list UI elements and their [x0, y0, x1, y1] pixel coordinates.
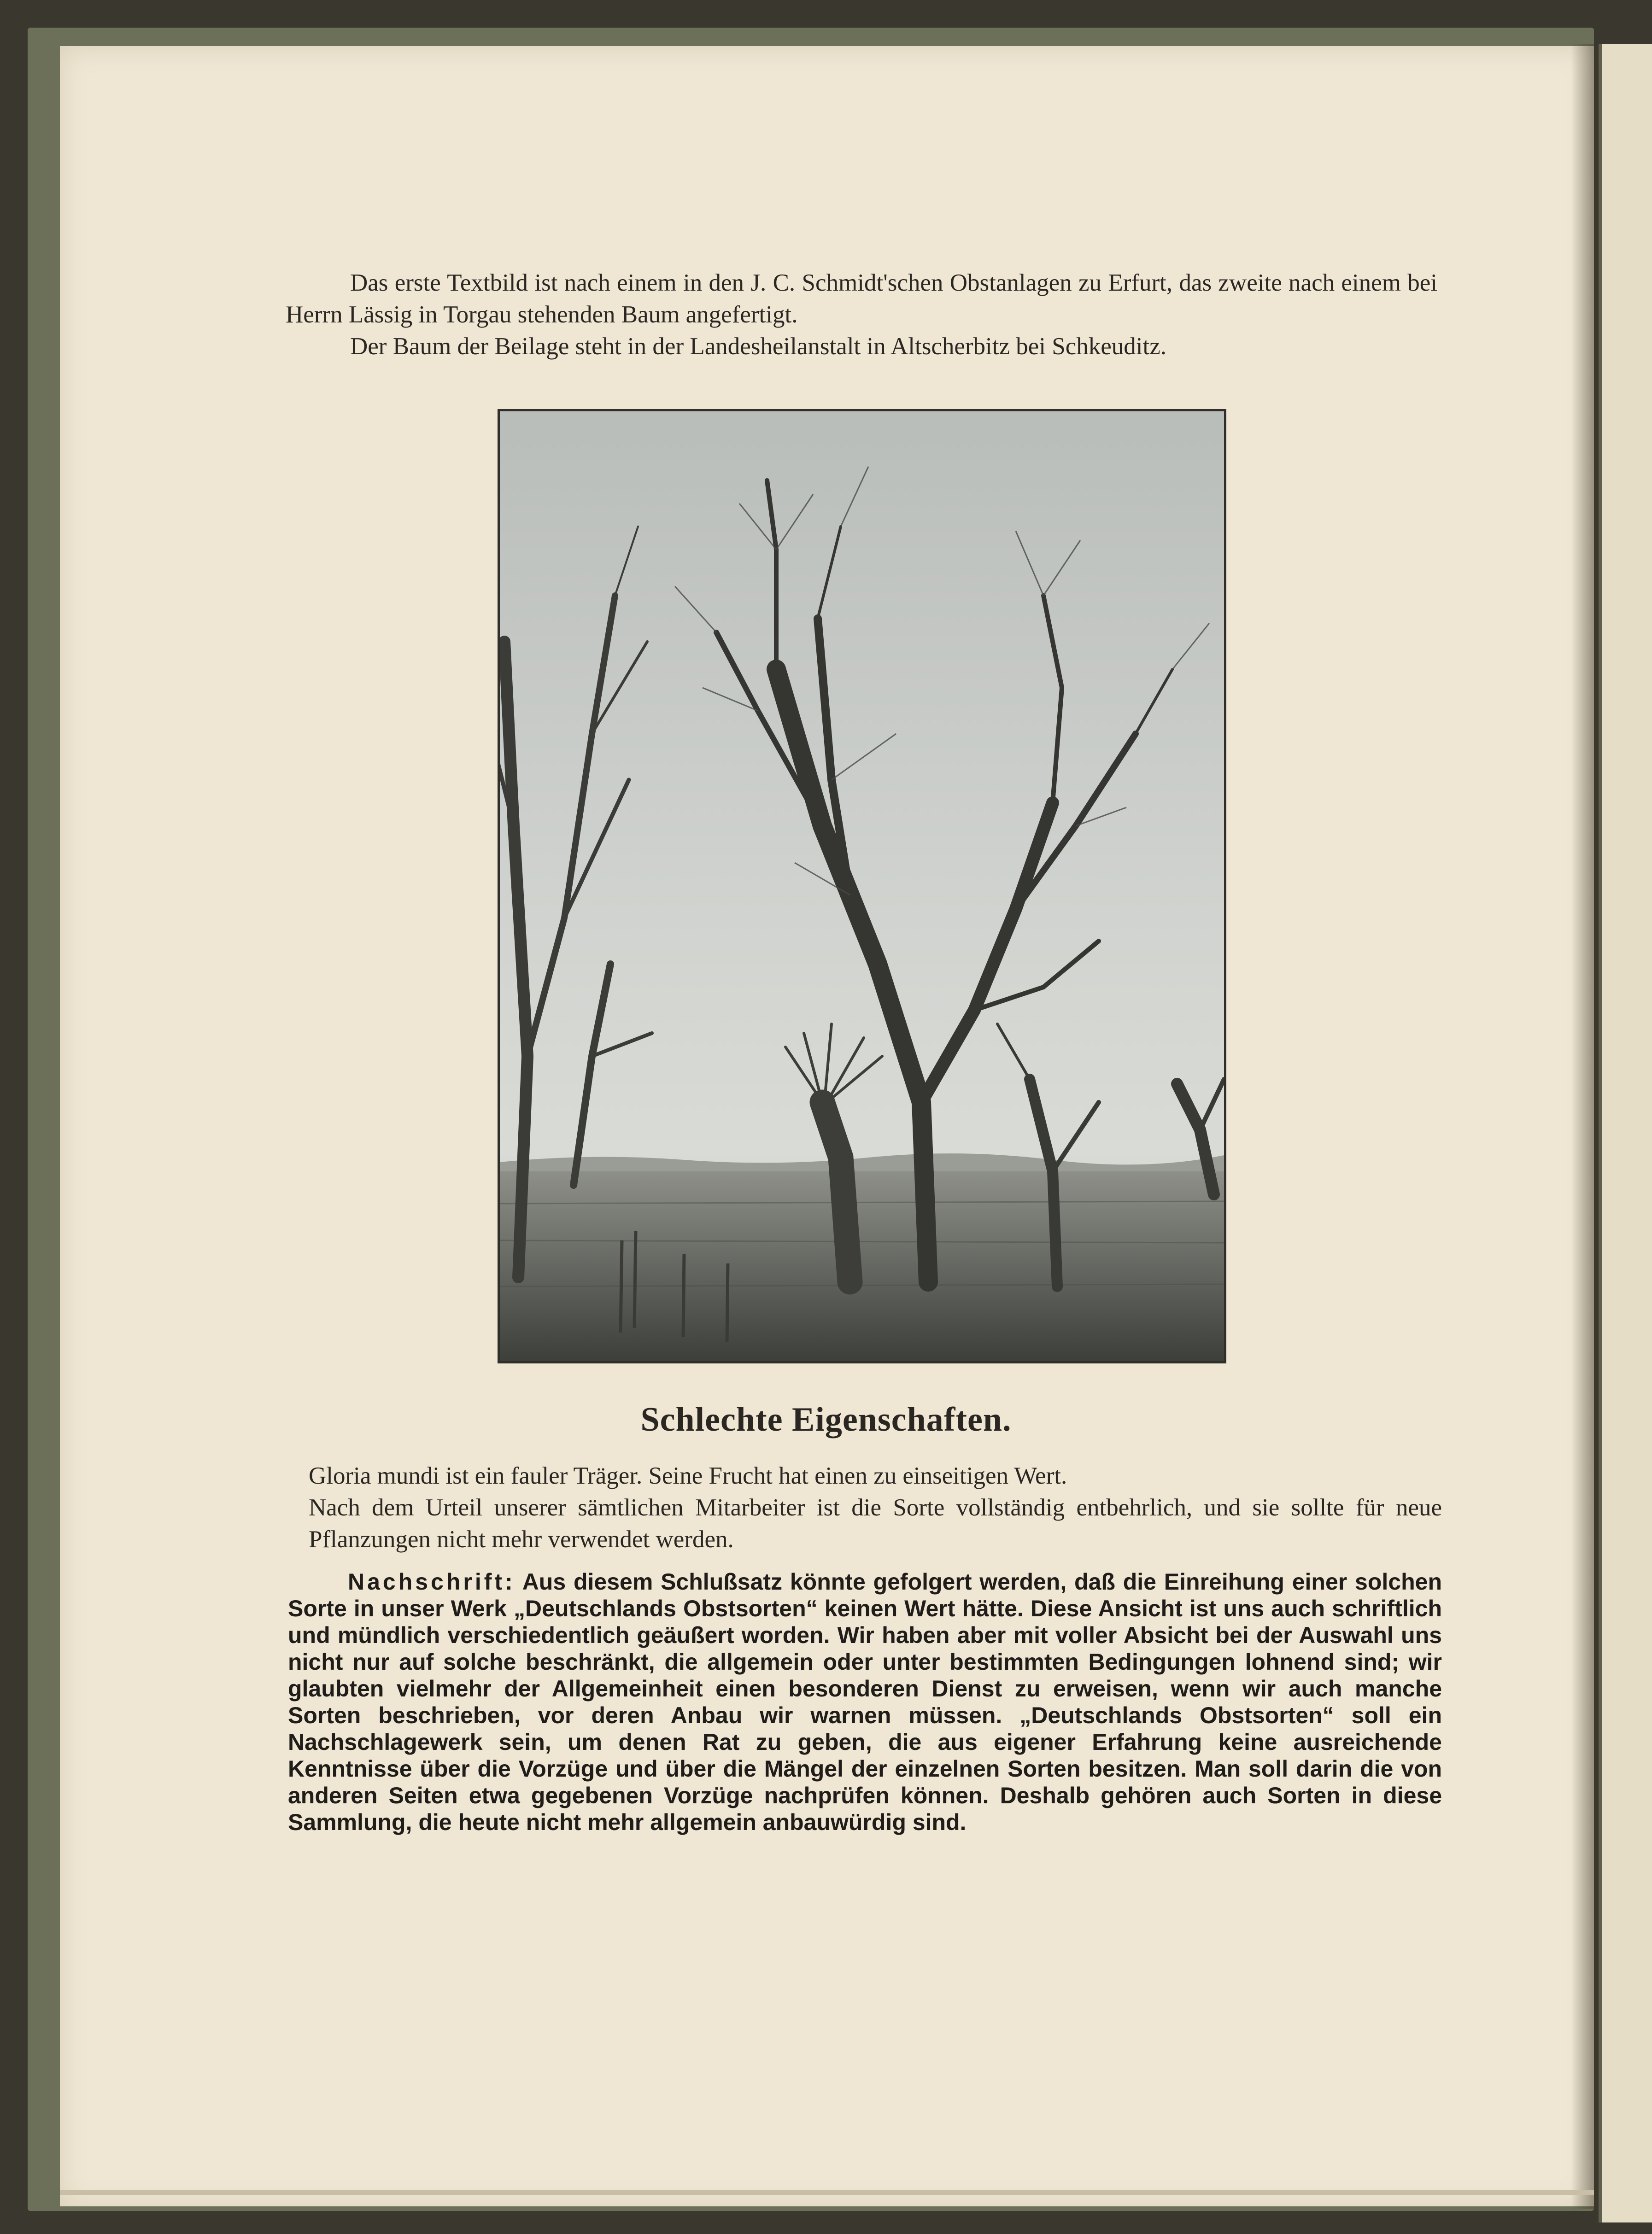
intro-paragraph-2: Der Baum der Beilage steht in der Landesheilanstalt in Altscherbitz bei Schkeuditz.: [350, 333, 1167, 360]
page-bottom-edge: [60, 2190, 1594, 2195]
intro-section: [286, 267, 1437, 363]
section-heading: Schlechte Eigenschaften.: [640, 1401, 1012, 1439]
spine-shadow: [1571, 44, 1599, 2209]
postscript-paragraph: [288, 1568, 1442, 1836]
bad-properties-paragraph-2: Nach dem Urteil unserer sämtlichen Mitarbeiter ist die Sorte vollständig entbehrlich, und sie sollte für neue Pflanzungen nicht mehr verwendet werden.: [309, 1494, 1442, 1553]
tree-photo-illustration: [500, 411, 1224, 1361]
postscript-text: Aus diesem Schlußsatz könnte gefolgert werden, daß die Einreihung einer solchen Sorte in unser Werk „Deutschlands Obstsorten“ keinen Wert hätte. Diese Ansicht ist uns auch schriftlich und mündlich verschiedentlich geäußert worden. Wir haben aber mit voller Absicht bei der Auswahl uns nicht nur auf solche beschränkt, die allgemein oder unter bestimmten Bedingungen lohnend sind; wir glaubten vielmehr der Allgemeinheit einen besonderen Dienst zu erweisen, wenn wir auch manche Sorten beschrieben, vor deren Anbau wir warnen müssen. „Deutschlands Obstsorten“ soll ein Nachschlagewerk sein, um denen Rat zu geben, die aus eigener Erfahrung keine ausreichende Kenntnisse über die Vorzüge und über die Mängel der einzelnen Sorten besitzen. Man soll darin die von anderen Seiten etwa gegebenen Vorzüge nachprüfen können. Deshalb gehören auch Sorten in diese Sammlung, die heute nicht mehr allgemein anbauwürdig sind.: [288, 1569, 1442, 1835]
facing-page-edge: [1599, 44, 1652, 2222]
intro-paragraph-1: Das erste Textbild ist nach einem in den J. C. Schmidt'schen Obstanlagen zu Erfurt, das zweite nach einem bei Herrn Lässig in Torgau stehenden Baum angefertigt.: [286, 269, 1437, 328]
bad-properties-section: [309, 1460, 1442, 1556]
bad-properties-paragraph-1: Gloria mundi ist ein fauler Träger. Seine Frucht hat einen zu einseitigen Wert.: [309, 1462, 1067, 1489]
tree-photograph: [498, 409, 1226, 1363]
postscript-section: [288, 1568, 1442, 1836]
postscript-label: Nachschrift:: [348, 1569, 516, 1595]
